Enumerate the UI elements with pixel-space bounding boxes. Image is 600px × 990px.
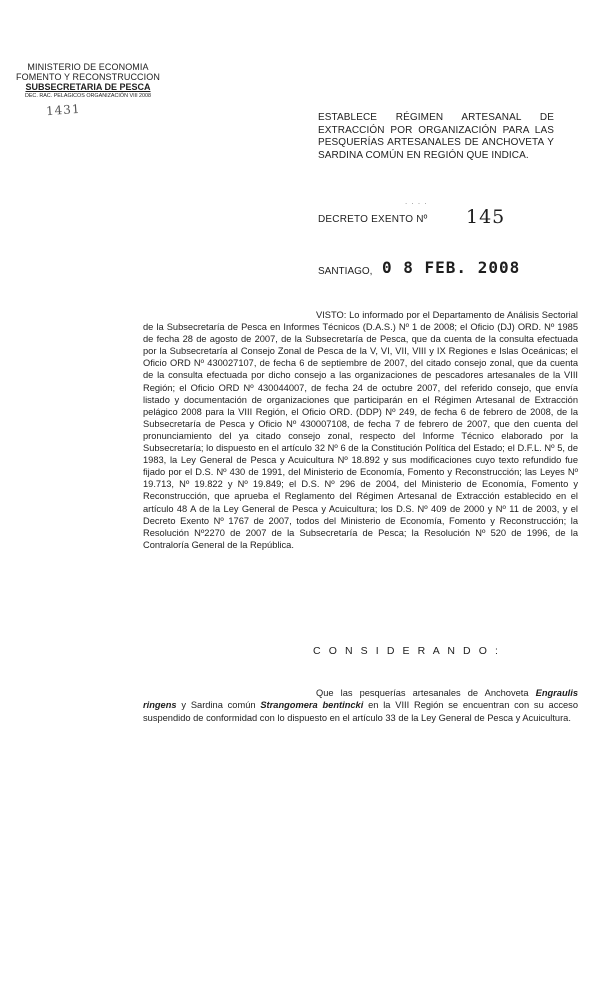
- visto-paragraph: [143, 309, 578, 551]
- handwritten-mark: 1431: [45, 101, 81, 119]
- decree-label: DECRETO EXENTO Nº: [318, 214, 428, 225]
- species-sardina: Strangomera bentincki: [260, 700, 364, 711]
- letterhead: [8, 62, 168, 100]
- decree-number-block: [318, 206, 578, 232]
- date-stamp: 0 8 FEB. 2008: [382, 258, 521, 277]
- letterhead-reference: DEC. RAC. PELAGICOS ORGANIZACIÓN VIII 2008: [24, 93, 152, 99]
- decree-number: 145: [466, 206, 506, 228]
- species-anchoveta: Engraulis ringens: [143, 688, 578, 711]
- considerando-lead: Que las pesquerías artesanales de Anchoveta: [316, 688, 529, 698]
- letterhead-ministry: MINISTERIO DE ECONOMIA: [27, 62, 149, 72]
- letterhead-ministry-sub: FOMENTO Y RECONSTRUCCION: [16, 72, 160, 82]
- decree-heading: ESTABLECE RÉGIMEN ARTESANAL DE EXTRACCIÓN POR ORGANIZACIÓN PARA LAS PESQUERÍAS ARTESANALES DE ANCHOVETA Y SARDINA COMÚN EN REGIÓN QUE INDICA.: [318, 112, 554, 161]
- considerando-mid: y Sardina común: [181, 700, 256, 711]
- date-city: SANTIAGO,: [318, 266, 373, 277]
- visto-text: Lo informado por el Departamento de Análisis Sectorial de la Subsecretaría de Pesca en Informes Técnicos (D.A.S.) Nº 1 de 2008; el Oficio (DJ) ORD. Nº 1985 de fecha 28 de agosto de 2007, de la Subsecretaría de Pesca, que da cuenta de la consulta efectuada por la Subsecretaría al Consejo Zonal de Pesca de la V, VI, VII, VIII y IX Regiones e Islas Oceánicas; el Oficio ORD Nº 430027107, de fecha 6 de septiembre de 2007, del citado consejo zonal, que da cuenta de la consulta efectuada por dicho consejo a las organizaciones de pescadores artesanales de la VIII Región; el Oficio ORD Nº 430044007, de fecha 24 de octubre 2007, del referido consejo, que envía listado y documentación de organizaciones que participarán en el Régimen Artesanal de Extracción pelágico 2008 para la VIII Región, el Oficio ORD. (DDP) Nº 249, de fecha 6 de febrero de 2008, de la Subsecretaría de Pesca y Oficio Nº 430007108, de fecha 7 de febrero de 2007, que den cuenta del pronunciamiento del ya citado consejo zonal, respecto del Informe Técnico elaborado por la Subsecretaría; lo dispuesto en el artículo 32 Nº 6 de la Constitución Política del Estado; el D.F.L. Nº 5, de 1983, la Ley General de Pesca y Acuicultura Nº 18.892 y sus modificaciones cuyo texto refundido fue fijado por el D.S. Nº 430 de 1991, del Ministerio de Economía, Fomento y Reconstrucción; las Leyes Nº 19.713, Nº 19.822 y Nº 19.849; el D.S. Nº 296 de 2004, del Ministerio de Economía, Fomento y Reconstrucción, que aprueba el Reglamento del Régimen Artesanal de Extracción establecido en el artículo 48 A de la Ley General de Pesca y Acuicultura; los D.S. Nº 409 de 2000 y Nº 11 de 2003, y el Decreto Exento Nº 1767 de 2007, todos del Ministerio de Economía, Fomento y Reconstrucción; la Resolución Nº2270 de 2007 de la Subsecretaría de Pesca; la Resolución Nº 520 de 1996, de la Contraloría General de la República.: [143, 310, 578, 550]
- date-block: [318, 258, 578, 282]
- considerando-rest: en la VIII Región se encuentran con su acceso suspendido de conformidad con lo dispuesto en el artículo 33 de la Ley General de Pesca y Acuicultura.: [143, 700, 578, 723]
- considerando-heading: C O N S I D E R A N D O :: [313, 645, 501, 657]
- dotted-mark: . . . .: [405, 197, 428, 206]
- considerando-paragraph: [143, 687, 578, 724]
- visto-lead: VISTO:: [316, 310, 347, 320]
- letterhead-subsecretaria: SUBSECRETARIA DE PESCA: [25, 82, 151, 92]
